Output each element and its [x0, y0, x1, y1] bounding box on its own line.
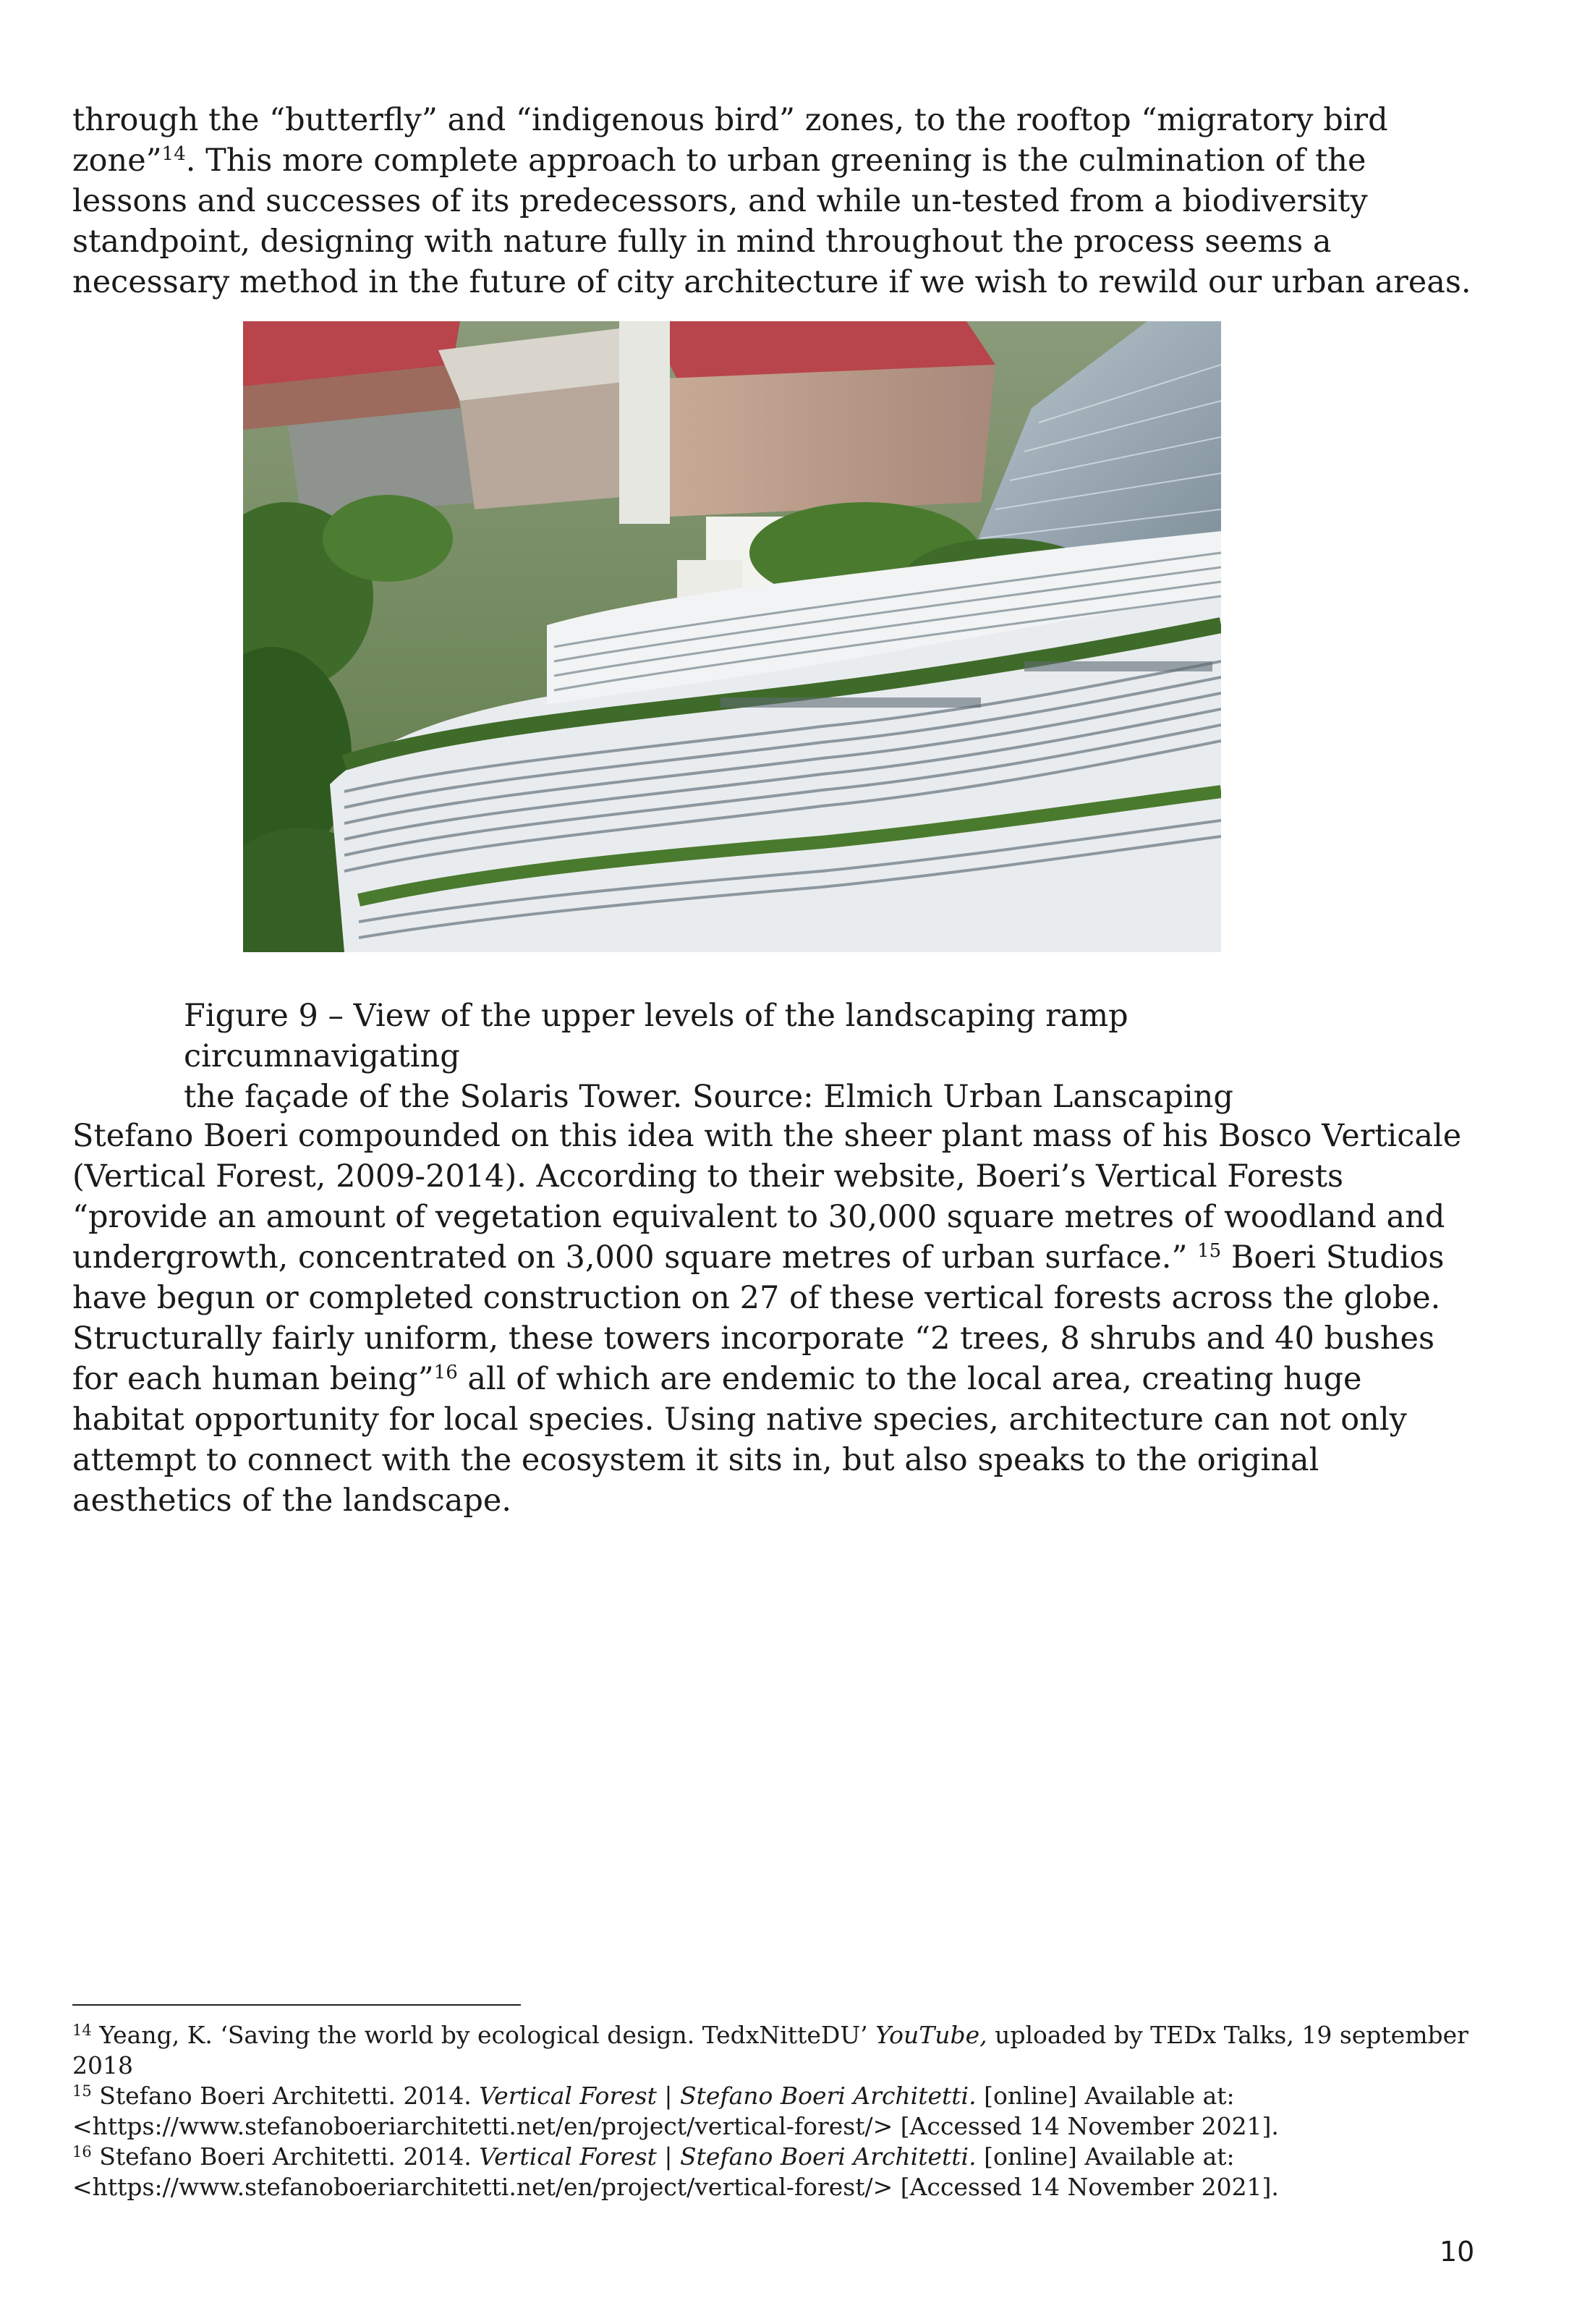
- body-paragraph-2: [72, 1116, 1476, 1521]
- footnote-ref-15[interactable]: 15: [1197, 1240, 1222, 1262]
- paragraph-text: . This more complete approach to urban greening is the culmination of the lessons and successes of its predecessors, and while un-tested from a biodiversity standpoint, designing with nature fully in mind throughout the process seems a necessary method in the future of city architecture if we wish to rewild our urban areas.: [72, 143, 1471, 300]
- solaris-tower-photo: [243, 321, 1221, 952]
- footnote-text: uploaded by TEDx Talks, 19 september 2018: [72, 2021, 1468, 2079]
- caption-line-1: Figure 9 – View of the upper levels of the landscaping ramp circumnavigating: [184, 998, 1128, 1074]
- paragraph-text: all of which are endemic to the local area, creating huge habitat opportunity for local species. Using native species, architecture can not only attempt to connect with the ecosystem it sits in, but also speaks to the original aesthetics of the landscape.: [72, 1361, 1407, 1519]
- caption-line-2: the façade of the Solaris Tower. Source: Elmich Urban Lanscaping: [184, 1079, 1233, 1115]
- footnote-text: Stefano Boeri Architetti. 2014.: [91, 2082, 480, 2110]
- footnote-text: Yeang, K. ‘Saving the world by ecological design. TedxNitteDU’: [91, 2021, 876, 2049]
- footnote-15: [72, 2081, 1476, 2142]
- paragraph-text: Boeri Studios have begun or completed construction on 27 of these vertical forests across the globe. Structurally fairly uniform, these towers incorporate “2 trees, 8 shrubs and 40 bushes for each human being”: [72, 1239, 1445, 1397]
- footnote-number: 15: [72, 2082, 92, 2100]
- figure-caption: [184, 996, 1413, 1117]
- footnote-number: 16: [72, 2143, 92, 2160]
- footnote-14: [72, 2020, 1476, 2081]
- footnote-source-title: Vertical Forest | Stefano Boeri Architetti.: [479, 2142, 977, 2171]
- paragraph-text: Stefano Boeri compounded on this idea with the sheer plant mass of his Bosco Verticale (Vertical Forest, 2009-2014). According to their website, Boeri’s Vertical Forests “provide an amount of vegetation equivalent to 30,000 square metres of woodland and undergrowth, concentrated on 3,000 square metres of urban surface.”: [72, 1118, 1462, 1276]
- footnote-number: 14: [72, 2022, 92, 2039]
- footnote-16: [72, 2142, 1476, 2202]
- footnote-ref-16[interactable]: 16: [433, 1362, 458, 1383]
- body-paragraph-1: [72, 100, 1476, 302]
- footnote-source-title: YouTube,: [875, 2021, 987, 2049]
- paragraph-text: through the “butterfly” and “indigenous bird” zones, to the rooftop “migratory bird zone”: [72, 102, 1388, 179]
- footnote-text: Stefano Boeri Architetti. 2014.: [91, 2142, 480, 2171]
- footnote-source-title: Vertical Forest | Stefano Boeri Architetti.: [479, 2082, 977, 2110]
- page-number: 10: [1440, 2236, 1475, 2268]
- footnote-divider: [72, 2004, 521, 2006]
- footnote-text: [online] Available at: <https://www.stefanoboeriarchitetti.net/en/project/vertical-forest/> [Accessed 14 November 2021].: [72, 2142, 1279, 2201]
- footnote-ref-14[interactable]: 14: [161, 143, 186, 165]
- footnotes: [72, 2020, 1476, 2202]
- footnote-text: [online] Available at: <https://www.stefanoboeriarchitetti.net/en/project/vertical-forest/> [Accessed 14 November 2021].: [72, 2082, 1279, 2140]
